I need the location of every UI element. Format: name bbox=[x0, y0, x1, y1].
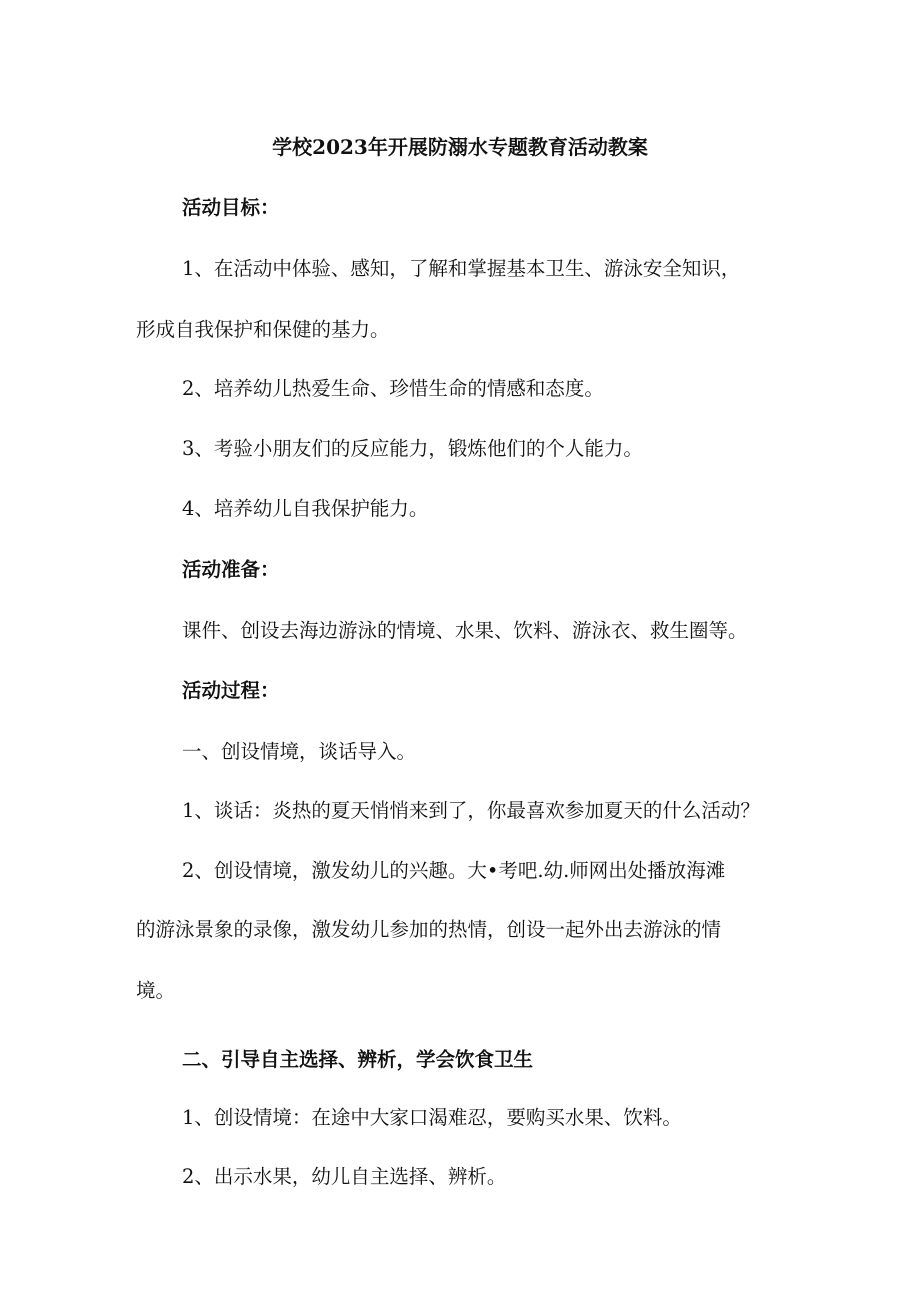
goal-item-1-line-2: 形成自我保护和保健的基力。 bbox=[136, 318, 390, 341]
process-section-2-item-1: 1、创设情境：在途中大家口渴难忍，要购买水果、饮料。 bbox=[182, 1106, 682, 1129]
goal-item-1-line-1: 1、在活动中体验、感知，了解和掌握基本卫生、游泳安全知识， bbox=[182, 257, 741, 280]
goal-item-2: 2、培养幼儿热爱生命、珍惜生命的情感和态度。 bbox=[182, 377, 604, 400]
process-section-1-item-2-line-2: 的游泳景象的录像，激发幼儿参加的热情，创设一起外出去游泳的情 bbox=[136, 918, 722, 941]
process-section-2-item-2: 2、出示水果，幼儿自主选择、辨析。 bbox=[182, 1165, 507, 1188]
goals-heading: 活动目标： bbox=[182, 196, 280, 219]
goal-item-3: 3、考验小朋友们的反应能力，锻炼他们的个人能力。 bbox=[182, 437, 643, 460]
process-section-1-heading: 一、创设情境，谈话导入。 bbox=[182, 740, 417, 763]
process-section-1-item-2-line-3: 境。 bbox=[136, 979, 176, 1002]
goal-item-4: 4、培养幼儿自我保护能力。 bbox=[182, 497, 429, 520]
process-heading: 活动过程： bbox=[182, 679, 280, 702]
process-section-2-heading: 二、引导自主选择、辨析，学会饮食卫生 bbox=[182, 1048, 534, 1071]
preparation-heading: 活动准备： bbox=[182, 558, 280, 581]
document-title: 学校2023年开展防溺水专题教育活动教案 bbox=[272, 135, 648, 159]
preparation-text: 课件、创设去海边游泳的情境、水果、饮料、游泳衣、救生圈等。 bbox=[182, 619, 748, 642]
process-section-1-item-2-line-1: 2、创设情境，激发幼儿的兴趣。大•考吧.幼.师网出处播放海滩 bbox=[182, 859, 726, 882]
process-section-1-item-1: 1、谈话：炎热的夏天悄悄来到了，你最喜欢参加夏天的什么活动？ bbox=[182, 799, 760, 822]
